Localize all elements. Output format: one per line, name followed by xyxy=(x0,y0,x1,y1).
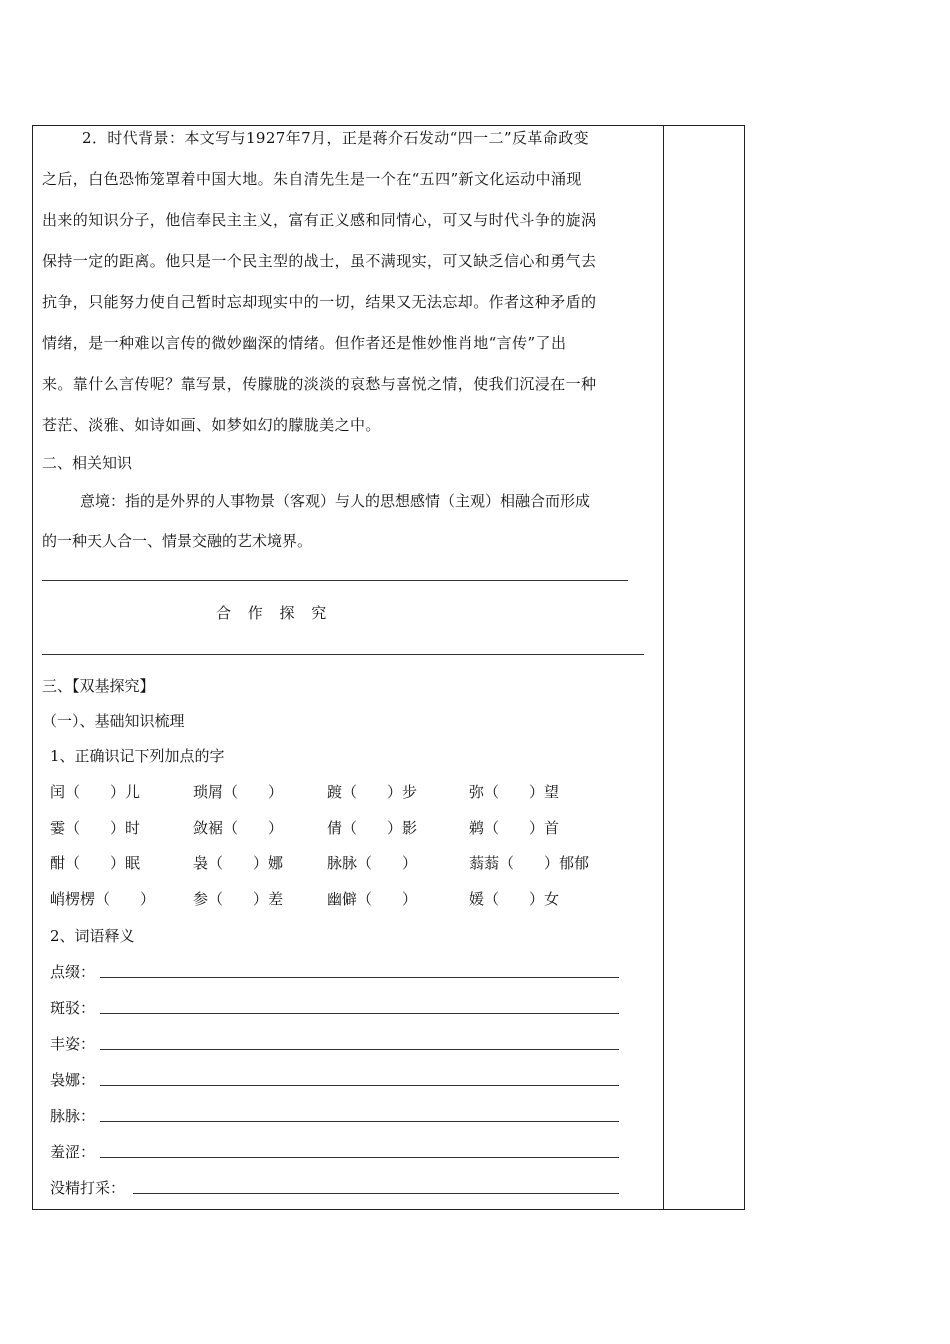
char-blank-3-4[interactable]: 蓊蓊（ ）郁郁 xyxy=(469,854,590,872)
term-label-3: 丰姿： xyxy=(50,1035,96,1053)
term-answer-line-2[interactable] xyxy=(100,1013,619,1014)
term-answer-line-5[interactable] xyxy=(100,1121,619,1122)
term-answer-line-6[interactable] xyxy=(100,1157,619,1158)
char-blank-2-4[interactable]: 鹈（ ）首 xyxy=(469,819,560,837)
divider-line-top xyxy=(42,580,628,581)
artistic-conception-definition-line-2: 的一种天人合一、情景交融的艺术境界。 xyxy=(42,532,313,550)
char-blank-1-2[interactable]: 琐屑（ ） xyxy=(193,783,284,801)
char-blank-4-3[interactable]: 幽僻（ ） xyxy=(327,890,418,908)
term-answer-line-1[interactable] xyxy=(100,977,619,978)
char-blank-1-1[interactable]: 闰（ ）儿 xyxy=(50,783,141,801)
term-label-4: 袅娜： xyxy=(50,1071,96,1089)
char-blank-3-3[interactable]: 脉脉（ ） xyxy=(327,854,418,872)
cooperative-inquiry-title: 合 作 探 究 xyxy=(216,604,333,622)
term-answer-line-3[interactable] xyxy=(100,1049,619,1050)
pronunciation-exercise-heading: 1、正确识记下列加点的字 xyxy=(50,747,225,765)
background-line-8: 苍茫、淡雅、如诗如画、如梦如幻的朦胧美之中。 xyxy=(42,416,381,434)
char-blank-1-4[interactable]: 弥（ ）望 xyxy=(469,783,560,801)
term-answer-line-7[interactable] xyxy=(133,1193,619,1194)
divider-line-bottom xyxy=(42,654,644,655)
background-line-2: 之后，白色恐怖笼罩着中国大地。朱自清先生是一个在“五四”新文化运动中涌现 xyxy=(42,170,582,188)
word-definition-heading: 2、词语释义 xyxy=(50,927,135,945)
term-label-2: 斑驳： xyxy=(50,999,96,1017)
term-label-5: 脉脉： xyxy=(50,1107,96,1125)
char-blank-2-3[interactable]: 倩（ ）影 xyxy=(327,819,418,837)
basic-knowledge-heading: （一）、基础知识梳理 xyxy=(42,712,185,730)
term-label-6: 羞涩： xyxy=(50,1143,96,1161)
dual-basics-heading: 三、【双基探究】 xyxy=(42,677,155,695)
background-line-1: 2．时代背景：本文写与1927年7月，正是蒋介石发动“四一二”反革命政变 xyxy=(82,129,590,147)
char-blank-4-1[interactable]: 峭楞楞（ ） xyxy=(50,890,156,908)
char-blank-4-4[interactable]: 媛（ ）女 xyxy=(469,890,560,908)
related-knowledge-heading: 二、相关知识 xyxy=(42,454,133,472)
background-line-3: 出来的知识分子，他信奉民主主义，富有正义感和同情心，可又与时代斗争的旋涡 xyxy=(42,211,597,229)
char-blank-2-2[interactable]: 敛裾（ ） xyxy=(193,819,284,837)
background-line-7: 来。靠什么言传呢？靠写景，传朦胧的淡淡的哀愁与喜悦之情，使我们沉浸在一种 xyxy=(42,375,597,393)
term-label-7: 没精打采： xyxy=(50,1179,126,1197)
char-blank-1-3[interactable]: 踱（ ）步 xyxy=(327,783,418,801)
background-line-5: 抗争，只能努力使自己暂时忘却现实中的一切，结果又无法忘却。作者这种矛盾的 xyxy=(42,293,597,311)
term-answer-line-4[interactable] xyxy=(100,1085,619,1086)
term-label-1: 点缀： xyxy=(50,963,96,981)
char-blank-3-1[interactable]: 酣（ ）眠 xyxy=(50,854,141,872)
artistic-conception-definition-line-1: 意境：指的是外界的人事物景（客观）与人的思想感情（主观）相融合而形成 xyxy=(80,492,591,510)
margin-column-divider xyxy=(663,125,664,1210)
char-blank-2-1[interactable]: 霎（ ）时 xyxy=(50,819,141,837)
char-blank-4-2[interactable]: 参（ ）差 xyxy=(193,890,284,908)
background-line-6: 情绪，是一种难以言传的微妙幽深的情绪。但作者还是惟妙惟肖地“言传”了出 xyxy=(42,334,567,352)
char-blank-3-2[interactable]: 袅（ ）娜 xyxy=(193,854,284,872)
background-paragraph xyxy=(42,125,654,446)
background-line-4: 保持一定的距离。他只是一个民主型的战士，虽不满现实，可又缺乏信心和勇气去 xyxy=(42,252,597,270)
